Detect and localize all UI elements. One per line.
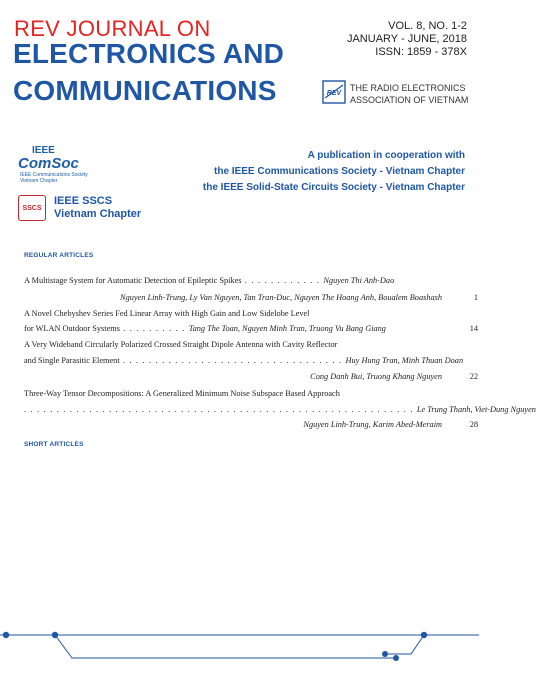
comsoc-logo: [18, 146, 88, 184]
comsoc-ieee: IEEE: [32, 145, 55, 156]
section-short-articles: SHORT ARTICLES: [24, 441, 84, 448]
page-number: 14: [469, 324, 478, 333]
article-title: A Novel Chebyshev Series Fed Linear Array with High Gain and Low Sidelobe Level: [24, 309, 310, 318]
sscs-label: [54, 195, 141, 221]
list-item-authors: [24, 293, 442, 305]
article-authors: Tang The Toan, Nguyen Minh Tran, Truong Vu Bang Giang: [188, 324, 386, 333]
sscs-line2: Vietnam Chapter: [54, 208, 142, 220]
article-title: and Single Parasitic Element: [24, 356, 120, 365]
comsoc-sub2: Vietnam Chapter: [20, 178, 58, 184]
section-regular-articles: REGULAR ARTICLES: [24, 252, 94, 259]
list-item[interactable]: [24, 389, 442, 401]
page-number: 1: [473, 293, 478, 302]
publication-note: [203, 148, 465, 196]
list-item-authors: [24, 372, 442, 384]
sscs-line1: IEEE SSCS: [54, 195, 113, 207]
page-number: 28: [469, 420, 478, 429]
comsoc-sub1: IEEE Communications Society: [20, 172, 88, 178]
comsoc-name: ComSoc: [18, 155, 79, 172]
list-item-authors: [24, 324, 442, 336]
leader-dots: . . . . . . . . . . . .: [241, 276, 324, 285]
rev-logo-icon: [322, 80, 346, 104]
issn: ISSN: 1859 - 378X: [375, 46, 467, 58]
association-line1: THE RADIO ELECTRONICS: [350, 83, 466, 93]
list-item[interactable]: [24, 340, 442, 352]
journal-title-line1: REV JOURNAL ON: [14, 16, 211, 41]
list-item-authors: [24, 405, 536, 417]
issue-date: JANUARY - JUNE, 2018: [346, 33, 467, 45]
page-number: 22: [469, 372, 478, 381]
article-authors: Nguyen Linh-Trung, Ly Van Nguyen, Tan Tran-Duc, Nguyen The Hoang Anh, Boualem Boashash: [120, 293, 442, 302]
article-authors: Cong Danh Bui, Truong Khang Nguyen: [310, 372, 442, 381]
article-title: A Multistage System for Automatic Detection of Epileptic Spikes: [24, 276, 242, 285]
association-line2: ASSOCIATION OF VIETNAM: [350, 95, 469, 105]
leader-dots: . . . . . . . . . . . . . . . . . . . . . . . . . . . . . . . . . . . . . . . . . . . . . . . . . . . . . . . . . . . .: [24, 405, 417, 414]
sscs-badge-icon: SSCS: [18, 195, 46, 221]
issue-info: [347, 20, 467, 59]
list-item-authors: [24, 356, 464, 368]
journal-title-line3: COMMUNICATIONS: [13, 75, 277, 106]
journal-title-line2: ELECTRONICS AND: [13, 38, 285, 69]
list-item[interactable]: [24, 309, 442, 321]
publication-line3: the IEEE Solid-State Circuits Society - Vietnam Chapter: [202, 182, 465, 193]
volume-number: VOL. 8, NO. 1-2: [388, 20, 467, 32]
article-authors: Huy Hung Tran, Minh Thuan Doan: [345, 356, 464, 365]
list-item-authors: [24, 420, 442, 432]
article-title: for WLAN Outdoor Systems: [24, 324, 120, 333]
publication-line1: A publication in cooperation with: [307, 150, 465, 161]
association-name: [350, 82, 468, 106]
article-authors: Le Trung Thanh, Viet-Dung Nguyen: [416, 405, 536, 414]
article-title: Three-Way Tensor Decompositions: A Generalized Minimum Noise Subspace Based Approach: [24, 389, 340, 398]
leader-dots: . . . . . . . . . . . . . . . . . . . . . . . . . . . . . . . . . .: [119, 356, 346, 365]
footer-decoration: [0, 620, 479, 678]
list-item[interactable]: [24, 276, 442, 288]
leader-dots: . . . . . . . . . .: [119, 324, 189, 333]
publication-line2: the IEEE Communications Society - Vietnam Chapter: [214, 166, 465, 177]
article-authors: Nguyen Thi Anh-Dao: [323, 276, 395, 285]
article-title: A Very Wideband Circularly Polarized Crossed Straight Dipole Antenna with Cavity Reflector: [24, 340, 338, 349]
rev-logo-text: REV: [326, 90, 342, 97]
article-authors: Nguyen Linh-Trung, Karim Abed-Meraim: [303, 420, 442, 429]
